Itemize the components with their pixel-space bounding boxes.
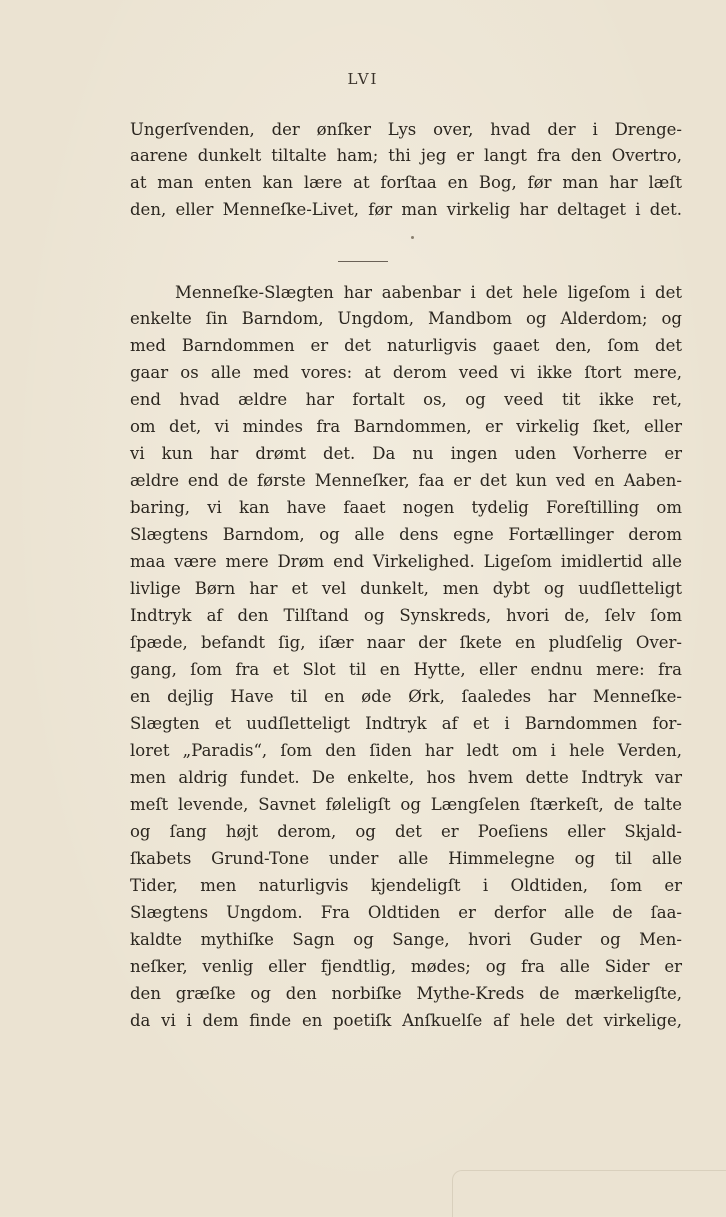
text-line: den, eller Menneſke-Livet, før man virkelig har deltaget i det. — [130, 200, 682, 219]
text-line: kaldte mythiſke Sagn og Sange, hvori Guder og Men- — [130, 930, 682, 949]
text-line: meſt levende, Savnet føleligſt og Længſelen ſtærkeſt, de talte — [130, 795, 682, 814]
text-line: den græſke og den norbiſke Mythe-Kreds de mærkeligſte, — [130, 984, 682, 1003]
text-line: aarene dunkelt tiltalte ham; thi jeg er langt fra den Overtro, — [130, 146, 682, 165]
text-line: end hvad ældre har fortalt os, og veed tit ikke ret, — [130, 390, 682, 409]
text-line: vi kun har drømt det. Da nu ingen uden Vorherre er — [130, 444, 682, 463]
ink-speck — [411, 236, 414, 239]
text-line: Tider, men naturligvis kjendeligſt i Oldtiden, ſom er — [130, 876, 682, 895]
text-line: baring, vi kan have faaet nogen tydelig Foreſtilling om — [130, 498, 682, 517]
text-line: Slægtens Ungdom. Fra Oldtiden er derfor alle de ſaa- — [130, 903, 682, 922]
text-line: maa være mere Drøm end Virkelighed. Ligeſom imidlertid alle — [130, 552, 682, 571]
text-line: enkelte ſin Barndom, Ungdom, Mandbom og Alderdom; og — [130, 309, 682, 328]
text-line: ſkabets Grund-Tone under alle Himmelegne og til alle — [130, 849, 682, 868]
text-line: neſker, venlig eller fjendtlig, mødes; og fra alle Sider er — [130, 957, 682, 976]
page-number: LVI — [347, 70, 379, 88]
page-fold-shadow — [452, 1170, 726, 1217]
text-line: ældre end de første Menneſker, faa er det kun ved en Aaben- — [130, 471, 682, 490]
text-line: livlige Børn har et vel dunkelt, men dybt og uudſletteligt — [130, 579, 682, 598]
text-line: en dejlig Have til en øde Ørk, ſaaledes har Menneſke- — [130, 687, 682, 706]
text-line: ſpæde, befandt ſig, iſær naar der ſkete en pludſelig Over- — [130, 633, 682, 652]
text-line: Slægten et uudſletteligt Indtryk af et i Barndommen for- — [130, 714, 682, 733]
text-line: om det, vi mindes fra Barndommen, er virkelig ſket, eller — [130, 417, 682, 436]
text-line: at man enten kan lære at forſtaa en Bog, før man har læſt — [130, 173, 682, 192]
text-line: Menneſke-Slægten har aabenbar i det hele ligeſom i det — [175, 283, 682, 302]
text-line: men aldrig fundet. De enkelte, hos hvem dette Indtryk var — [130, 768, 682, 787]
text-line: gaar os alle med vores: at derom veed vi ikke ſtort mere, — [130, 363, 682, 382]
text-line: og ſang højt derom, og det er Poeſiens eller Skjald- — [130, 822, 682, 841]
section-divider — [338, 261, 388, 262]
text-line: med Barndommen er det naturligvis gaaet den, ſom det — [130, 336, 682, 355]
text-line: da vi i dem finde en poetiſk Anſkuelſe af hele det virkelige, — [130, 1011, 682, 1030]
text-line: gang, ſom fra et Slot til en Hytte, eller endnu mere: fra — [130, 660, 682, 679]
text-line: Indtryk af den Tilſtand og Synskreds, hvori de, ſelv ſom — [130, 606, 682, 625]
text-line: loret „Paradis“, ſom den ſiden har ledt om i hele Verden, — [130, 741, 682, 760]
text-line: Ungerſvenden, der ønſker Lys over, hvad der i Drenge- — [130, 120, 682, 139]
text-line: Slægtens Barndom, og alle dens egne Fortællinger derom — [130, 525, 682, 544]
